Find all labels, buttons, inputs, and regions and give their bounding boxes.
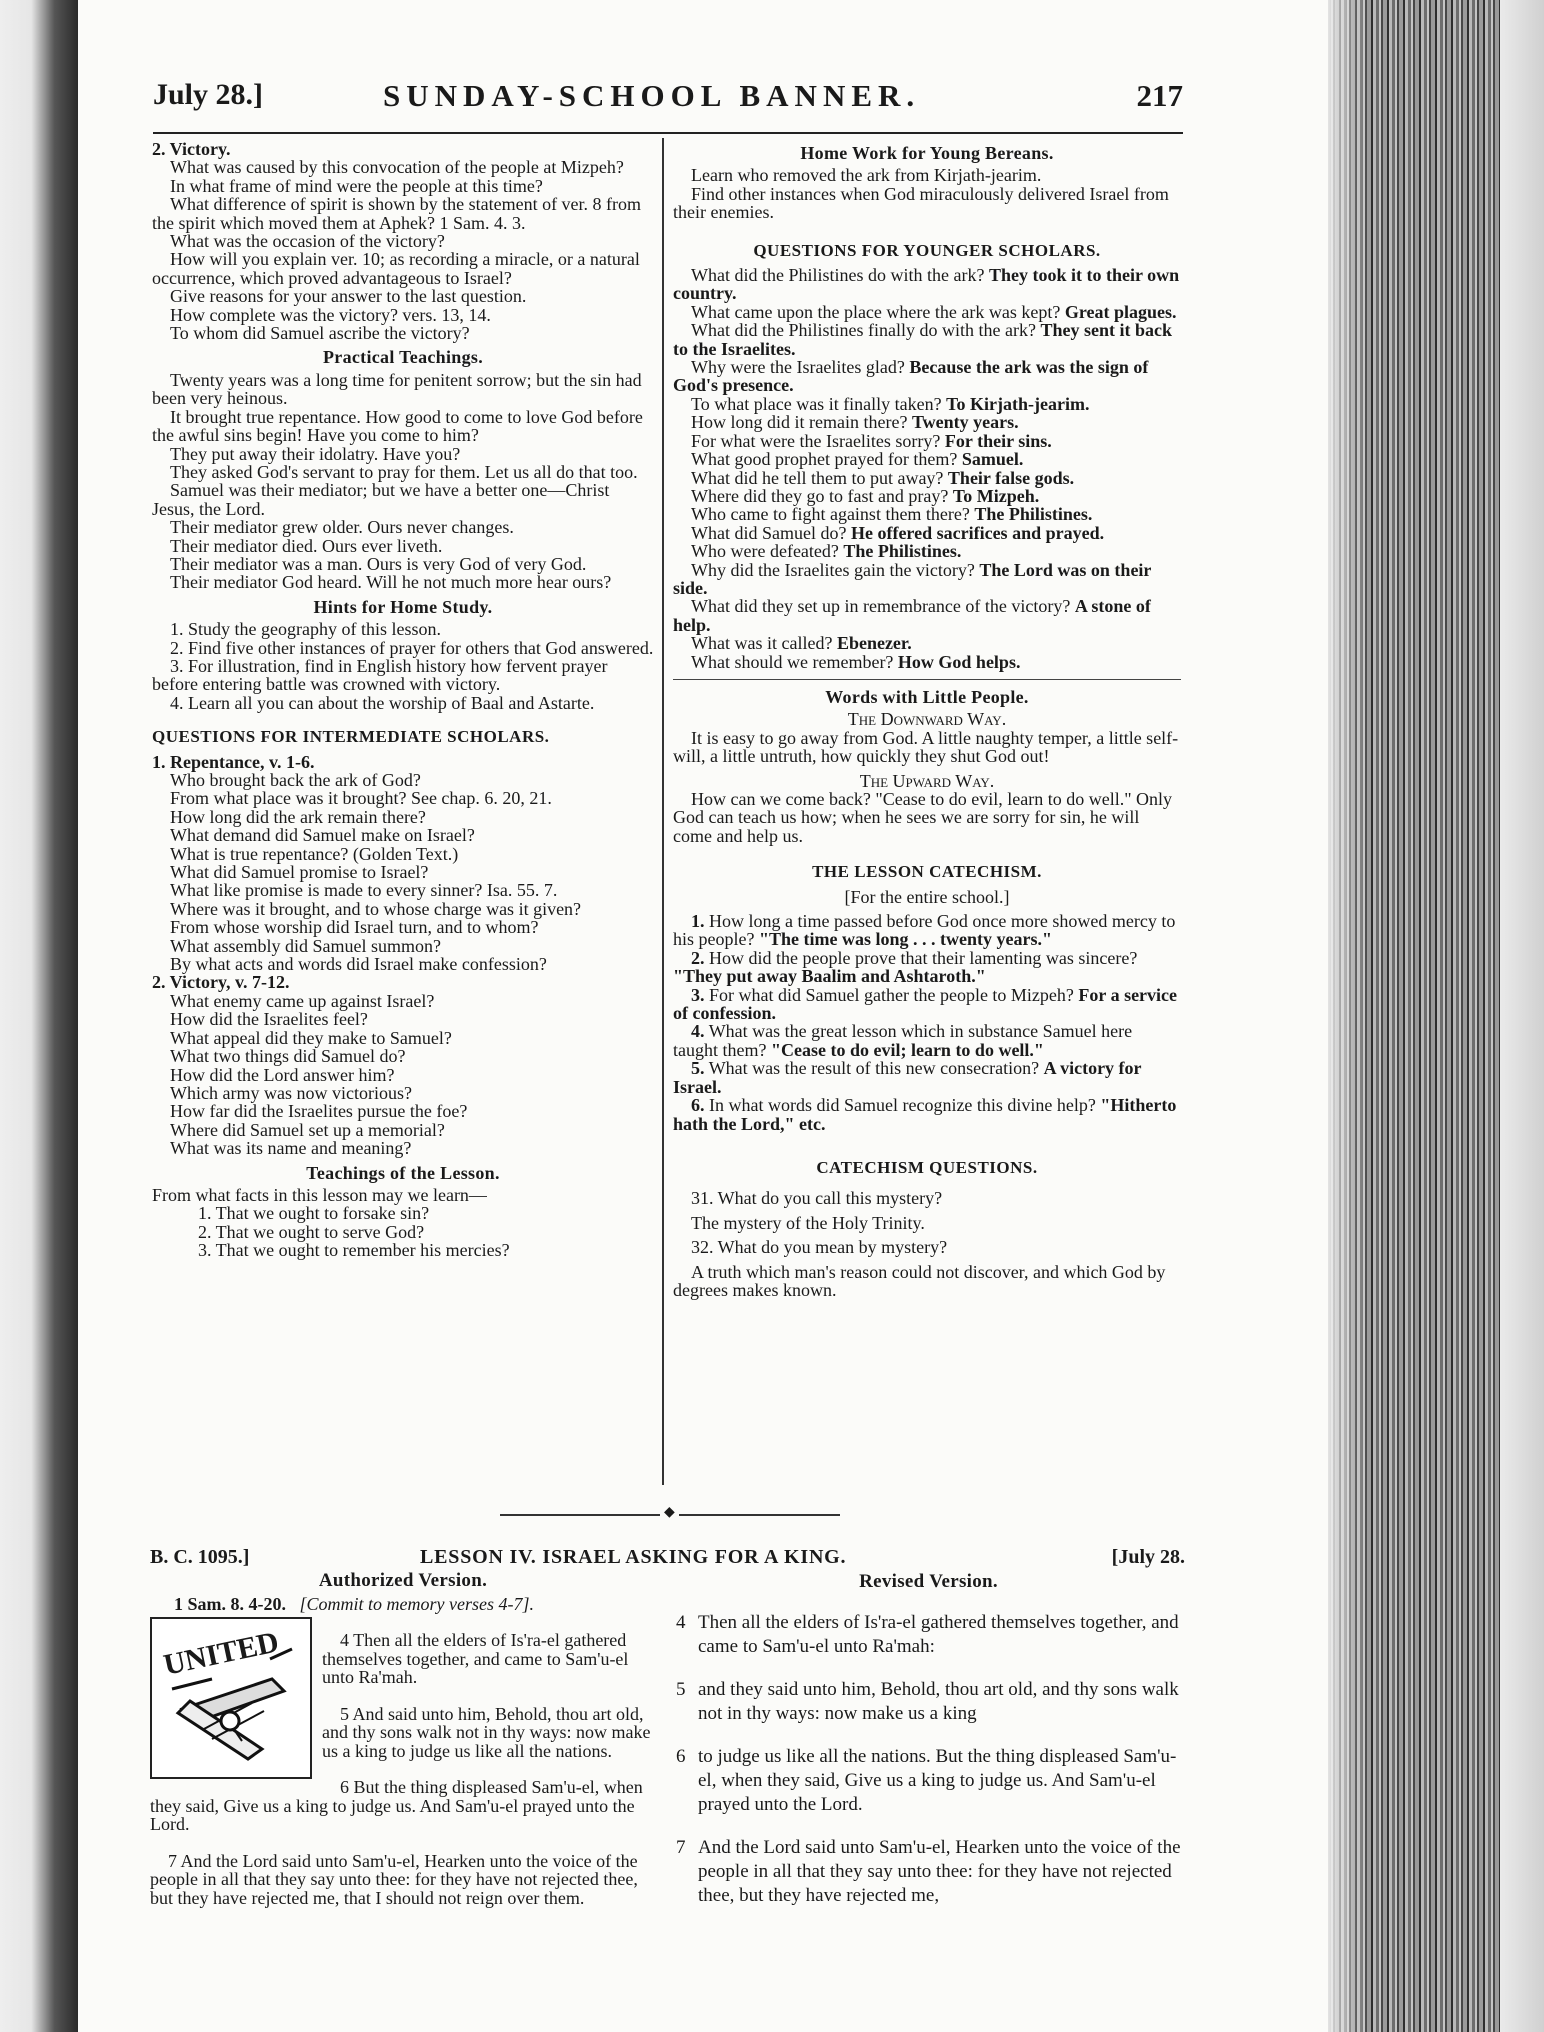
- question: What two things did Samuel do?: [170, 1046, 406, 1067]
- answer-text: Because the ark was the sign of God's presence.: [673, 357, 1149, 396]
- left-column: [152, 140, 654, 1260]
- question-text: For what were the Israelites sorry?: [691, 430, 941, 451]
- catechism-number: 6.: [691, 1095, 705, 1116]
- teaching-item: 2. That we ought to serve God?: [198, 1221, 425, 1242]
- question-text: What did the Philistines do with the ark?: [691, 265, 985, 286]
- question: What assembly did Samuel summon?: [170, 935, 441, 956]
- lesson-header: [150, 1546, 1185, 1574]
- younger-qa-item: [673, 505, 1181, 523]
- teaching-line: Their mediator grew older. Ours never changes.: [170, 517, 514, 538]
- catechism-qa-item: [673, 949, 1181, 986]
- repentance-heading: 1. Repentance, v. 1-6.: [152, 751, 315, 772]
- teaching-line: Their mediator was a man. Ours is very God of very God.: [170, 553, 587, 574]
- question-text: How long a time passed before God once more showed mercy to his people?: [673, 911, 1176, 950]
- header-title: SUNDAY-SCHOOL BANNER.: [383, 78, 921, 113]
- teaching-line: Twenty years was a long time for penitent sorrow; but the sin had been very heinous.: [152, 369, 642, 409]
- revised-verse: [676, 1678, 1181, 1726]
- question-text: What did Samuel do?: [691, 522, 847, 543]
- verse-text: and they said unto him, Behold, thou art old, and thy sons walk not in thy ways: now make us a king: [698, 1679, 1179, 1724]
- catechism-note: [For the entire school.]: [844, 886, 1010, 907]
- question: By what acts and words did Israel make confession?: [170, 954, 547, 975]
- catechism-a32: A truth which man's reason could not discover, and which God by degrees makes known.: [673, 1261, 1166, 1300]
- question-text: Who were defeated?: [691, 541, 839, 562]
- scripture-reference: 1 Sam. 8. 4-20.: [174, 1593, 286, 1614]
- authorized-verse: 4 Then all the elders of Is'ra-el gathered themselves together, and came to Sam'u-el unto Ra'mah.: [322, 1630, 629, 1687]
- section-rule: [673, 679, 1181, 680]
- hint-item: 1. Study the geography of this lesson.: [170, 619, 441, 640]
- question: Who brought back the ark of God?: [170, 770, 421, 790]
- question-text: Why were the Israelites glad?: [691, 357, 905, 378]
- united-emblem-icon: [152, 1619, 310, 1777]
- revised-version: [676, 1572, 1181, 1927]
- catechism-number: 3.: [691, 984, 705, 1005]
- catechism-questions-heading: CATECHISM QUESTIONS.: [816, 1157, 1038, 1177]
- verse-number: 4: [676, 1612, 686, 1633]
- catechism-q32: 32. What do you mean by mystery?: [691, 1237, 948, 1258]
- question: What appeal did they make to Samuel?: [170, 1027, 452, 1048]
- catechism-qa-item: [673, 1022, 1181, 1059]
- section-ornament: [500, 1512, 840, 1518]
- answer-text: For their sins.: [944, 430, 1052, 451]
- upward-title: The Upward Way.: [859, 770, 995, 791]
- question-text: For what did Samuel gather the people to Mizpeh?: [709, 984, 1074, 1005]
- question-text: What was it called?: [691, 633, 833, 654]
- book-gutter: [0, 0, 78, 2032]
- hint-item: 4. Learn all you can about the worship of Baal and Astarte.: [170, 692, 595, 713]
- downward-text: It is easy to go away from God. A little naughty temper, a little self-will, a little untruth, how quickly they shut God out!: [673, 727, 1179, 767]
- downward-title: The Downward Way.: [847, 709, 1007, 730]
- revised-verse: [676, 1836, 1181, 1908]
- question-text: What did they set up in remembrance of the victory?: [691, 596, 1071, 617]
- lesson-catechism-heading: THE LESSON CATECHISM.: [812, 862, 1042, 882]
- answer-text: Great plagues.: [1064, 301, 1177, 322]
- column-rule: [662, 138, 664, 1485]
- catechism-number: 1.: [691, 911, 705, 932]
- younger-qa-item: [673, 487, 1181, 505]
- teachings-intro: From what facts in this lesson may we learn—: [152, 1184, 487, 1205]
- question: What was caused by this convocation of the people at Mizpeh?: [170, 157, 624, 178]
- question-text: What should we remember?: [691, 651, 894, 672]
- home-work-line: Learn who removed the ark from Kirjath-jearim.: [691, 165, 1042, 186]
- answer-text: A victory for Israel.: [673, 1058, 1142, 1097]
- lesson-bc: B. C. 1095.]: [150, 1546, 250, 1568]
- catechism-number: 2.: [691, 947, 705, 968]
- younger-qa-item: [673, 358, 1181, 395]
- header-rule: [153, 132, 1183, 134]
- hints-heading: Hints for Home Study.: [313, 596, 493, 617]
- authorized-version: [150, 1572, 656, 1925]
- catechism-qa-item: [673, 1059, 1181, 1096]
- younger-heading: QUESTIONS FOR YOUNGER SCHOLARS.: [753, 240, 1101, 260]
- answer-text: Ebenezer.: [836, 633, 912, 654]
- catechism-qa-item: [673, 1096, 1181, 1133]
- catechism-q31: 31. What do you call this mystery?: [691, 1188, 943, 1209]
- question: What was the occasion of the victory?: [170, 231, 445, 252]
- running-header: [153, 74, 1183, 122]
- younger-qa-item: [673, 321, 1181, 358]
- question-text: What good prophet prayed for them?: [691, 449, 958, 470]
- answer-text: How God helps.: [897, 651, 1021, 672]
- teaching-item: 1. That we ought to forsake sin?: [198, 1203, 430, 1224]
- question: What difference of spirit is shown by the statement of ver. 8 from the spirit which moved them at Aphek? 1 Sam. 4. 3.: [152, 194, 642, 233]
- question-text: What was the result of this new consecration?: [708, 1058, 1040, 1079]
- teaching-line: It brought true repentance. How good to come to love God before the awful sins begin! Have you come to him?: [152, 406, 643, 446]
- younger-qa-item: [673, 634, 1181, 652]
- cut-word: UNITED: [160, 1625, 282, 1682]
- authorized-verse: 5 And said unto him, Behold, thou art old, and thy sons walk not in thy ways: now make us a king to judge us like all the nations.: [322, 1703, 651, 1761]
- question: From whose worship did Israel turn, and to whom?: [170, 917, 539, 938]
- question: How did the Israelites feel?: [170, 1009, 368, 1030]
- question-text: Why did the Israelites gain the victory?: [691, 559, 975, 580]
- question-text: How long did it remain there?: [691, 412, 908, 433]
- question-text: Who came to fight against them there?: [691, 504, 970, 525]
- answer-text: "Cease to do evil; learn to do well.": [770, 1039, 1044, 1060]
- verse-number: 5: [676, 1679, 686, 1700]
- home-work-heading: Home Work for Young Bereans.: [800, 143, 1054, 163]
- page-edge-strip: [1500, 0, 1544, 2032]
- answer-text: For a service of confession.: [673, 984, 1178, 1024]
- answer-text: A stone of help.: [673, 596, 1151, 635]
- teachings-heading: Teachings of the Lesson.: [306, 1162, 500, 1183]
- authorized-heading: Authorized Version.: [318, 1570, 488, 1591]
- younger-qa-item: [673, 561, 1181, 598]
- teaching-line: They put away their idolatry. Have you?: [170, 443, 461, 464]
- teaching-item: 3. That we ought to remember his mercies?: [198, 1240, 510, 1261]
- teaching-line: Samuel was their mediator; but we have a better one—Christ Jesus, the Lord.: [152, 480, 610, 519]
- upward-text: How can we come back? "Cease to do evil, learn to do well." Only God can teach us how; when he sees we are sorry for sin, he will come and help us.: [673, 789, 1173, 846]
- answer-text: To Kirjath-jearim.: [946, 393, 1090, 414]
- question: Which army was now victorious?: [170, 1082, 412, 1103]
- question: What did Samuel promise to Israel?: [170, 862, 429, 883]
- commit-note: [Commit to memory verses 4-7].: [299, 1593, 534, 1614]
- practical-teachings-heading: Practical Teachings.: [323, 347, 483, 368]
- younger-qa-item: [673, 303, 1181, 321]
- question: What like promise is made to every sinner? Isa. 55. 7.: [170, 880, 558, 901]
- question-text: In what words did Samuel recognize this divine help?: [709, 1095, 1096, 1116]
- victory-section-heading: 2. Victory, v. 7-12.: [152, 972, 290, 993]
- verse-number: 6: [676, 1746, 686, 1767]
- teaching-line: Their mediator God heard. Will he not much more hear ours?: [170, 572, 612, 593]
- hint-item: 2. Find five other instances of prayer for others that God answered.: [170, 637, 654, 658]
- teaching-line: Their mediator died. Ours ever liveth.: [170, 535, 443, 556]
- answer-text: Twenty years.: [911, 412, 1019, 433]
- younger-qa-item: [673, 450, 1181, 468]
- catechism-number: 5.: [691, 1058, 705, 1079]
- practical-teachings: [152, 371, 654, 592]
- question: Where did Samuel set up a memorial?: [170, 1119, 445, 1140]
- answer-text: He offered sacrifices and prayed.: [850, 522, 1105, 543]
- victory-heading: 2. Victory.: [152, 139, 231, 159]
- united-cut-image: [150, 1617, 312, 1779]
- teaching-line: They asked God's servant to pray for them. Let us all do that too.: [170, 461, 638, 482]
- answer-text: They took it to their own country.: [673, 265, 1180, 304]
- answer-text: "They put away Baalim and Ashtaroth.": [673, 966, 986, 987]
- question: How did the Lord answer him?: [170, 1064, 395, 1085]
- question-text: What did the Philistines finally do with the ark?: [691, 320, 1036, 341]
- question-text: What came upon the place where the ark was kept?: [691, 301, 1061, 322]
- younger-qa-item: [673, 597, 1181, 634]
- younger-qa-item: [673, 653, 1181, 671]
- victory-questions: [152, 158, 654, 342]
- right-column: [673, 144, 1181, 1299]
- authorized-verse: 6 But the thing displeased Sam'u-el, when they said, Give us a king to judge us. And Sam'u-el prayed unto the Lord.: [150, 1777, 643, 1834]
- hint-item: 3. For illustration, find in English history how fervent prayer before entering battle was crowned with victory.: [152, 655, 608, 695]
- catechism-qa-list: [673, 912, 1181, 1133]
- answer-text: The Lord was on their side.: [673, 559, 1152, 598]
- question-text: How did the people prove that their lamenting was sincere?: [709, 947, 1138, 968]
- lesson-title: LESSON IV. ISRAEL ASKING FOR A KING.: [420, 1546, 847, 1568]
- authorized-verse: 7 And the Lord said unto Sam'u-el, Hearken unto the voice of the people in all that they say unto thee: for they have not rejected thee, but they have rejected me, that I should not reign over them.: [150, 1850, 638, 1908]
- question-text: Where did they go to fast and pray?: [691, 485, 949, 506]
- younger-qa-item: [673, 469, 1181, 487]
- question-text: What did he tell them to put away?: [691, 467, 944, 488]
- answer-text: Samuel.: [961, 449, 1024, 470]
- question-text: To what place was it finally taken?: [691, 393, 942, 414]
- answer-text: Their false gods.: [947, 467, 1075, 488]
- answer-text: The Philistines.: [843, 541, 962, 562]
- answer-text: They sent it back to the Israelites.: [673, 320, 1172, 359]
- younger-qa-item: [673, 266, 1181, 303]
- catechism-number: 4.: [691, 1021, 705, 1042]
- little-people-heading: Words with Little People.: [825, 686, 1029, 707]
- home-work-line: Find other instances when God miraculously delivered Israel from their enemies.: [673, 183, 1169, 223]
- younger-qa-list: [673, 266, 1181, 671]
- answer-text: "Hitherto hath the Lord," etc.: [673, 1095, 1177, 1134]
- revised-heading: Revised Version.: [859, 1571, 998, 1592]
- hints-list: [152, 620, 654, 712]
- question: To whom did Samuel ascribe the victory?: [170, 323, 470, 344]
- question: Give reasons for your answer to the last question.: [170, 286, 527, 307]
- catechism-qa-item: [673, 912, 1181, 949]
- younger-qa-item: [673, 542, 1181, 560]
- question: Where was it brought, and to whose charge was it given?: [170, 898, 582, 919]
- question: What demand did Samuel make on Israel?: [170, 825, 475, 846]
- verse-number: 7: [676, 1837, 686, 1858]
- younger-qa-item: [673, 524, 1181, 542]
- revised-verse: [676, 1745, 1181, 1817]
- question-text: What was the great lesson which in substance Samuel here taught them?: [673, 1021, 1133, 1060]
- answer-text: To Mizpeh.: [952, 485, 1040, 506]
- revised-verse: [676, 1611, 1181, 1659]
- verse-text: And the Lord said unto Sam'u-el, Hearken unto the voice of the people in all that they say unto thee: for they have not rejected thee, but they have rejected me,: [698, 1837, 1181, 1906]
- intermediate-heading: QUESTIONS FOR INTERMEDIATE SCHOLARS.: [152, 727, 550, 747]
- lesson-date: [July 28.: [1111, 1546, 1185, 1568]
- page-number: 217: [1136, 78, 1183, 113]
- younger-qa-item: [673, 395, 1181, 413]
- younger-qa-item: [673, 413, 1181, 431]
- victory-section-questions: [152, 992, 654, 1158]
- catechism-qa-item: [673, 986, 1181, 1023]
- younger-qa-item: [673, 432, 1181, 450]
- question: What is true repentance? (Golden Text.): [170, 843, 459, 864]
- repentance-questions: [152, 771, 654, 973]
- answer-text: "The time was long . . . twenty years.": [758, 929, 1052, 950]
- verse-text: to judge us like all the nations. But the thing displeased Sam'u-el, when they said, Give us a king to judge us. And Sam'u-el prayed unto the Lord.: [698, 1746, 1177, 1815]
- question: What was its name and meaning?: [170, 1138, 412, 1159]
- question: What enemy came up against Israel?: [170, 990, 435, 1011]
- verse-text: Then all the elders of Is'ra-el gathered themselves together, and came to Sam'u-el unto Ra'mah:: [698, 1612, 1179, 1657]
- question: From what place was it brought? See chap. 6. 20, 21.: [170, 788, 552, 809]
- question: How long did the ark remain there?: [170, 806, 426, 827]
- header-date: July 28.]: [153, 78, 264, 111]
- question: In what frame of mind were the people at this time?: [170, 175, 543, 196]
- catechism-a31: The mystery of the Holy Trinity.: [691, 1212, 925, 1233]
- answer-text: The Philistines.: [974, 504, 1093, 525]
- question: How far did the Israelites pursue the foe?: [170, 1101, 468, 1122]
- question: How will you explain ver. 10; as recording a miracle, or a natural occurrence, which proved advantageous to Israel?: [152, 249, 640, 288]
- question: How complete was the victory? vers. 13, 14.: [170, 304, 491, 325]
